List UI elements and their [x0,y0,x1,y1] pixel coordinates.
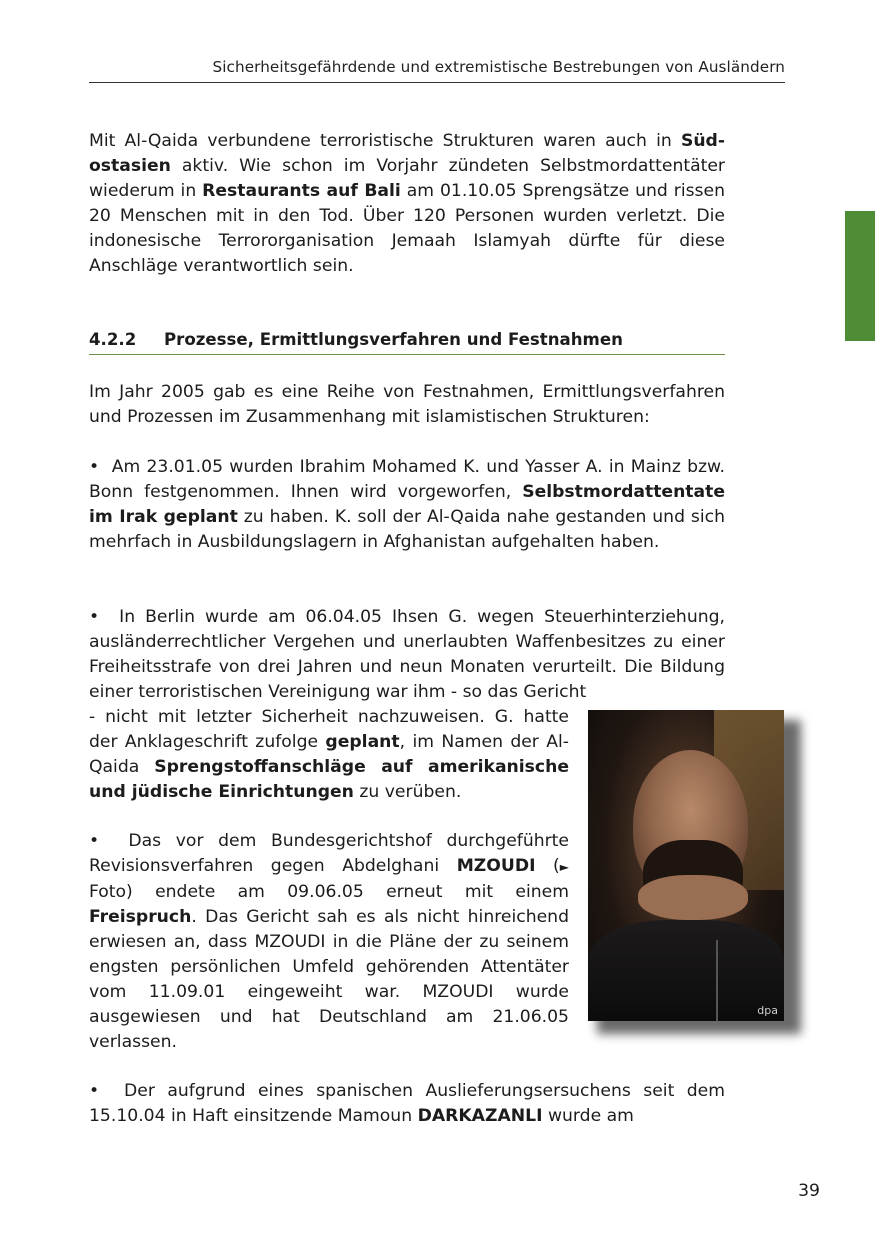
bullet-item-2: • In Berlin wurde am 06.04.05 Ihsen G. wegen Steuerhinterziehung, ausländerrechtlicher Vergehen und unerlaubten Waffenbesitzes zu einer Freiheitsstrafe von drei Jahren und neun Monaten verurteilt. Die Bildung einer terroristischen Vereinigung war ihm - so das Gericht [89,607,725,702]
section-title: Prozesse, Ermittlungsverfahren und Festnahmen [164,330,623,349]
bullet-item-3: • Das vor dem Bundesgerichtshof durchgeführte Revisionsverfahren gegen Abdelghani MZOUDI (► Foto) endete am 09.06.05 erneut mit einem Freispruch. Das Gericht sah es als nicht hinreichend erwiesen an, dass MZOUDI in die Pläne der zu seinem engsten persönlichen Umfeld gehörenden Attentäter vom 11.09.01 eingeweiht war. MZOUDI wurde ausgewiesen und hat Deutschland am 21.06.05 verlassen. [89,831,569,1052]
page-number: 39 [798,1181,820,1201]
bullet-dot: • [89,607,100,627]
photo-credit: dpa [757,1004,778,1017]
bullet-item-1: • Am 23.01.05 wurden Ibrahim Mohamed K. und Yasser A. in Mainz bzw. Bonn festgenommen. Ihnen wird vorgeworfen, Selbstmordattentate im Irak geplant zu haben. K. soll der Al-Qaida nahe gestanden und sich mehrfach in Ausbildungslagern in Afghanistan aufgehalten haben. [89,457,725,552]
bullet-dot: • [89,457,100,477]
chapter-thumb-tab [845,211,875,341]
lead-paragraph: Im Jahr 2005 gab es eine Reihe von Festnahmen, Ermittlungsverfahren und Prozessen im Zusammenhang mit islamistischen Strukturen: [89,382,725,427]
bullet-item-4: • Der aufgrund eines spanischen Auslieferungsersuchens seit dem 15.10.04 in Haft einsitzende Mamoun DARKAZANLI wurde am [89,1081,725,1126]
bullet-item-2-continued: - nicht mit letzter Sicherheit nachzuweisen. G. hatte der Anklageschrift zufolge geplant, im Namen der Al-Qaida Sprengstoffanschläge auf amerikanische und jüdische Einrichtungen zu verüben. [89,707,569,802]
portrait-photo [588,710,784,1021]
section-heading [89,330,725,355]
header-rule [89,82,785,83]
bullet-dot: • [89,1081,100,1101]
running-header: Sicherheitsgefährdende und extremistische Bestrebungen von Ausländern [212,58,785,76]
arrow-right-icon: ► [559,860,569,874]
section-number: 4.2.2 [89,330,137,349]
bullet-dot: • [89,831,100,851]
intro-paragraph: Mit Al-Qaida verbundene terroristische Strukturen waren auch in Süd-ostasien aktiv. Wie schon im Vorjahr zündeten Selbstmordattentäter wiederum in Restaurants auf Bali am 01.10.05 Sprengsätze und rissen 20 Menschen mit in den Tod. Über 120 Personen wurden verletzt. Die indonesische Terrororganisation Jemaah Islamyah dürfte für diese Anschläge verantwortlich sein. [89,131,725,276]
